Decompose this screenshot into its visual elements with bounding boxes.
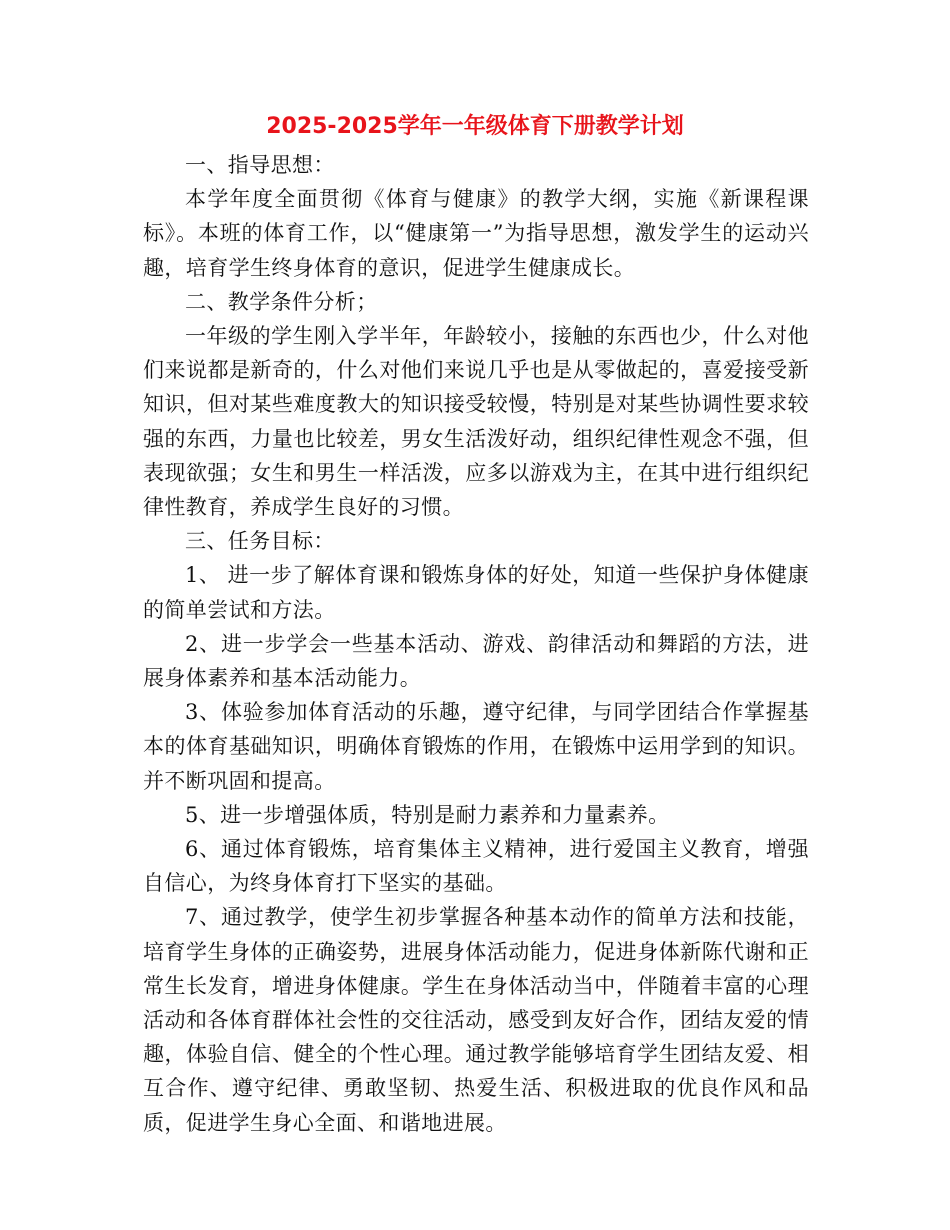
section-heading-teaching-conditions: 二、教学条件分析； xyxy=(185,289,378,314)
paragraph-teaching-conditions: 一年级的学生刚入学半年，年龄较小，接触的东西也少，什么对他们来说都是新奇的，什么对他们来说几乎也是从零做起的，喜爱接受新知识，但对某些难度教大的知识接受较慢，特别是对某些协调性要求较强的东西，力量也比较差，男女生活泼好动，组织纪律性观念不强，但表现欲强；女生和男生一样活泼，应多以游戏为主，在其中进行组织纪律性教育，养成学生良好的习惯。 xyxy=(143,324,809,520)
goal-item-1: 1、 进一步了解体育课和锻炼身体的好处，知道一些保护身体健康的简单尝试和方法。 xyxy=(143,563,809,622)
document-body xyxy=(143,148,809,1140)
goal-item-3: 3、体验参加体育活动的乐趣，遵守纪律，与同学团结合作掌握基本的体育基础知识，明确体育锻炼的作用，在锻炼中运用学到的知识。并不断巩固和提高。 xyxy=(143,700,809,793)
section-heading-task-goals: 三、任务目标： xyxy=(185,529,335,554)
goal-item-6: 6、通过体育锻炼，培育集体主义精神，进行爱国主义教育，增强自信心，为终身体育打下坚实的基础。 xyxy=(143,837,809,896)
document-title: 2025-2025学年一年级体育下册教学计划 xyxy=(266,114,684,139)
goal-item-5: 5、进一步增强体质，特别是耐力素养和力量素养。 xyxy=(185,802,670,827)
goal-item-2: 2、进一步学会一些基本活动、游戏、韵律活动和舞蹈的方法，进展身体素养和基本活动能力。 xyxy=(143,631,809,691)
section-heading-guiding-ideology: 一、指导思想： xyxy=(185,153,335,177)
paragraph-guiding-ideology: 本学年度全面贯彻《体育与健康》的教学大纲，实施《新课程课标》。本班的体育工作，以“健康第一”为指导思想，激发学生的运动兴趣，培育学生终身体育的意识，促进学生健康成长。 xyxy=(143,187,809,280)
goal-item-7: 7、通过教学，使学生初步掌握各种基本动作的简单方法和技能，培育学生身体的正确姿势，进展身体活动能力，促进身体新陈代谢和正常生长发育，增进身体健康。学生在身体活动当中，伴随着丰富的心理活动和各体育群体社会性的交往活动，感受到友好合作，团结友爱的情趣，体验自信、健全的个性心理。通过教学能够培育学生团结友爱、相互合作、遵守纪律、勇敢坚韧、热爱生活、积极进取的优良作风和品质，促进学生身心全面、和谐地进展。 xyxy=(143,905,809,1135)
